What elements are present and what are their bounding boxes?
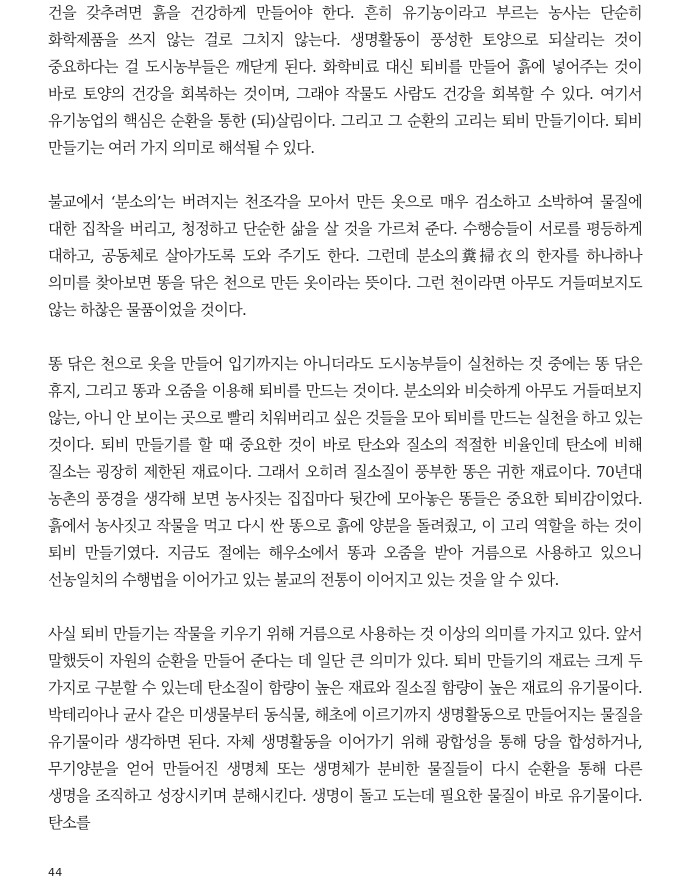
paragraph-3: 똥 닦은 천으로 옷을 만들어 입기까지는 아니더라도 도시농부들이 실천하는 것 중에는 똥 닦은 휴지, 그리고 똥과 오줌을 이용해 퇴비를 만드는 것이다. 분소의와 비슷하게 아무도 거들떠보지 않는, 아니 안 보이는 곳으로 빨리 치워버리고 싶은 것들을 모아 퇴비를 만드는 실천을 하고 있는 것이다. 퇴비 만들기를 할 때 중요한 것이 바로 탄소와 질소의 적절한 비율인데 탄소에 비해 질소는 굉장히 제한된 재료이다. 그래서 오히려 질소질이 풍부한 똥은 귀한 재료이다. 70년대 농촌의 풍경을 생각해 보면 농사짓는 집집마다 뒷간에 모아놓은 똥들은 중요한 퇴비감이었다. 흙에서 농사짓고 작물을 먹고 다시 싼 똥으로 흙에 양분을 돌려줬고, 이 고리 역할을 하는 것이 퇴비 만들기였다. 지금도 절에는 해우소에서 똥과 오줌을 받아 거름으로 사용하고 있으니 선농일치의 수행법을 이어가고 있는 불교의 전통이 이어지고 있는 것을 알 수 있다. xyxy=(48,355,642,589)
paragraph-4: 사실 퇴비 만들기는 작물을 키우기 위해 거름으로 사용하는 것 이상의 의미를 가지고 있다. 앞서 말했듯이 자원의 순환을 만들어 준다는 데 일단 큰 의미가 있다. 퇴비 만들기의 재료는 크게 두 가지로 구분할 수 있는데 탄소질이 함량이 높은 재료와 질소질 함량이 높은 재료의 유기물이다. 박테리아나 균사 같은 미생물부터 동식물, 해초에 이르기까지 생명활동으로 만들어지는 물질을 유기물이라 생각하면 된다. 자체 생명활동을 이어가기 위해 광합성을 통해 당을 합성하거나, 무기양분을 얻어 만들어진 생명체 또는 생명체가 분비한 물질들이 다시 순환을 통해 다른 생명을 조직하고 성장시키며 분해시킨다. 생명이 돌고 도는데 필요한 물질이 바로 유기물이다. 탄소를 xyxy=(48,625,642,832)
body-text xyxy=(48,0,642,837)
paragraph-2: 불교에서 ‘분소의’는 버려지는 천조각을 모아서 만든 옷으로 매우 검소하고 소박하여 물질에 대한 집착을 버리고, 청정하고 단순한 삶을 살 것을 가르쳐 준다. 수행승들이 서로를 평등하게 대하고, 공동체로 살아가도록 도와 주기도 한다. 그런데 분소의糞掃衣의 한자를 하나하나 의미를 찾아보면 똥을 닦은 천으로 만든 옷이라는 뜻이다. 그런 천이라면 아무도 거들떠보지도 않는 하찮은 물품이었을 것이다. xyxy=(48,193,642,319)
page-number: 44 xyxy=(48,866,63,879)
paragraph-1: 건을 갖추려면 흙을 건강하게 만들어야 한다. 흔히 유기농이라고 부르는 농사는 단순히 화학제품을 쓰지 않는 걸로 그치지 않는다. 생명활동이 풍성한 토양으로 되살리는 것이 중요하다는 걸 도시농부들은 깨닫게 된다. 화학비료 대신 퇴비를 만들어 흙에 넣어주는 것이 바로 토양의 건강을 회복하는 것이며, 그래야 작물도 사람도 건강을 회복할 수 있다. 여기서 유기농업의 핵심은 순환을 통한 (되)살림이다. 그리고 그 순환의 고리는 퇴비 만들기이다. 퇴비 만들기는 여러 가지 의미로 해석될 수 있다. xyxy=(48,4,642,157)
